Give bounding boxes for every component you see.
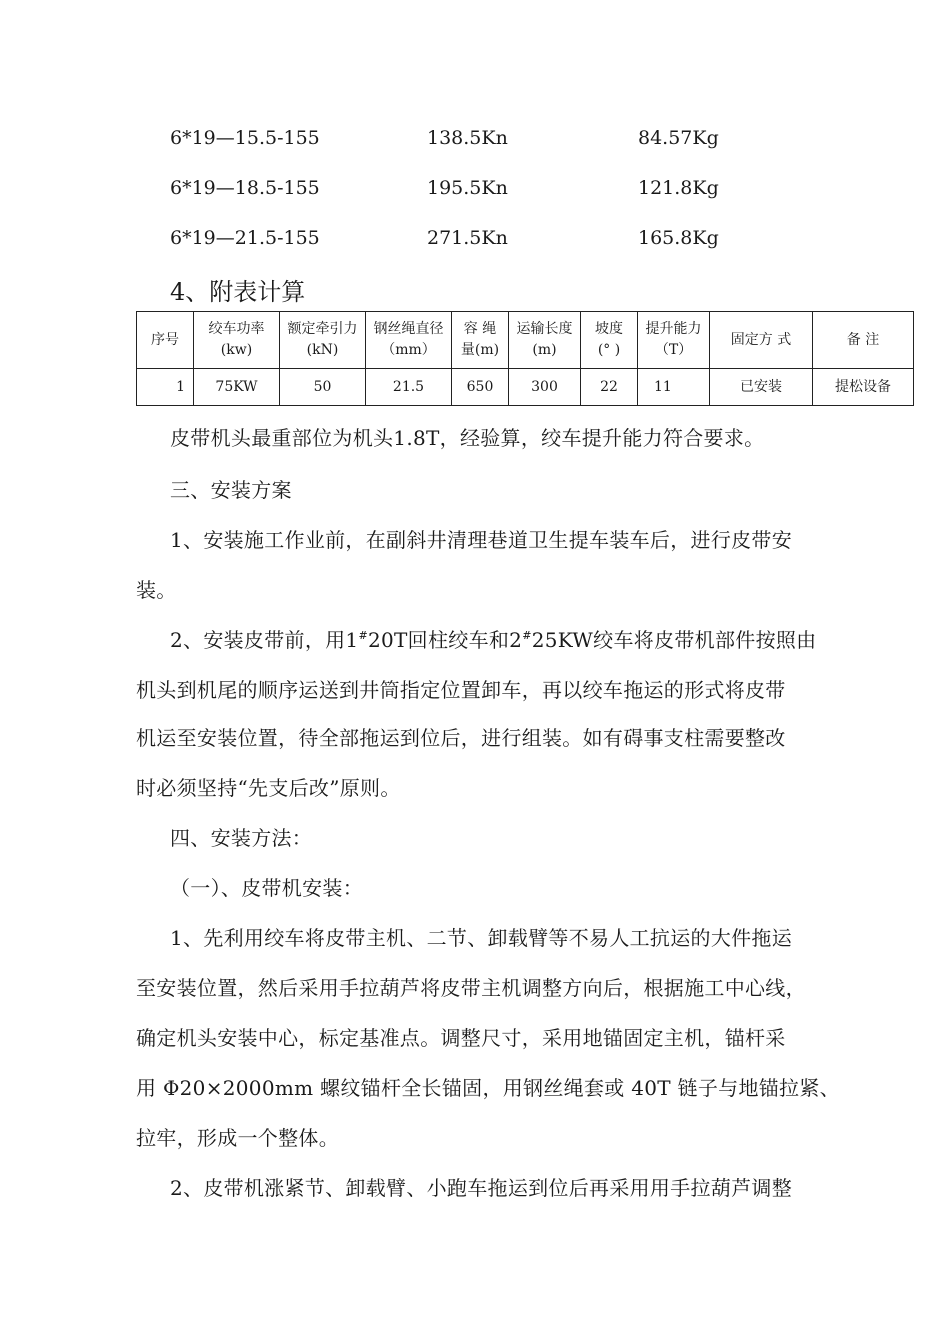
winch-calculation-table [136, 311, 914, 406]
conclusion-text: 皮带机头最重部位为机头1.8T，经验算，绞车提升能力符合要求。 [170, 426, 765, 450]
paragraph-line: 确定机头安装中心，标定基准点。调整尺寸，采用地锚固定主机，锚杆采 [136, 1026, 786, 1050]
table-cell: 50 [280, 369, 366, 406]
header-cell: 绞车功率 (kw) [194, 312, 280, 369]
paragraph-line: 机头到机尾的顺序运送到井筒指定位置卸车，再以绞车拖运的形式将皮带 [136, 678, 786, 702]
header-cell: 坡度 (° ) [581, 312, 638, 369]
section-3-heading: 三、安装方案 [170, 478, 292, 502]
paragraph-line: 时必须坚持“先支后改”原则。 [136, 776, 401, 800]
spec-weight: 121.8Kg [638, 177, 719, 199]
paragraph-line: 至安装位置，然后采用手拉葫芦将皮带主机调整方向后，根据施工中心线， [136, 976, 806, 1000]
section-4-heading: 4、附表计算 [170, 278, 306, 306]
spec-row [0, 227, 950, 257]
paragraph-line: 1、先利用绞车将皮带主机、二节、卸载臂等不易人工抗运的大件拖运 [170, 926, 793, 950]
paragraph-line: 机运至安装位置，待全部拖运到位后，进行组装。如有碍事支柱需要整改 [136, 726, 786, 750]
subsection-heading: （一）、皮带机安装： [170, 876, 363, 900]
header-cell: 运输长度 (m) [509, 312, 581, 369]
spec-model: 6*19—18.5-155 [170, 177, 320, 199]
table-row [137, 369, 914, 406]
spec-weight: 84.57Kg [638, 127, 719, 149]
spec-force: 138.5Kn [427, 127, 508, 149]
header-cell: 序号 [137, 312, 194, 369]
header-cell: 提升能力 （T） [638, 312, 710, 369]
table-cell: 11 [638, 369, 710, 406]
table-cell: 22 [581, 369, 638, 406]
table-header-row [137, 312, 914, 369]
spec-row [0, 177, 950, 207]
table-cell: 75KW [194, 369, 280, 406]
table-cell: 提松设备 [813, 369, 914, 406]
paragraph-line: 拉牢，形成一个整体。 [136, 1126, 339, 1150]
table-cell: 650 [452, 369, 509, 406]
table-cell: 21.5 [366, 369, 452, 406]
superscript-mark: # [522, 629, 532, 642]
header-cell: 备 注 [813, 312, 914, 369]
superscript-mark: # [358, 629, 368, 642]
paragraph-line: 2、安装皮带前，用1#20T回柱绞车和2#25KW绞车将皮带机部件按照由 [170, 628, 817, 652]
spec-model: 6*19—15.5-155 [170, 127, 320, 149]
header-cell: 容 绳 量(m) [452, 312, 509, 369]
header-cell: 钢丝绳直径 （mm） [366, 312, 452, 369]
section-4b-heading: 四、安装方法： [170, 826, 313, 850]
table-cell: 已安装 [710, 369, 813, 406]
header-cell: 额定牵引力 (kN) [280, 312, 366, 369]
table-cell: 1 [137, 369, 194, 406]
header-cell: 固定方 式 [710, 312, 813, 369]
spec-force: 271.5Kn [427, 227, 508, 249]
paragraph-line: 1、安装施工作业前，在副斜井清理巷道卫生提车装车后，进行皮带安 [170, 528, 793, 552]
paragraph-line: 2、皮带机涨紧节、卸载臂、小跑车拖运到位后再采用用手拉葫芦调整 [170, 1176, 793, 1200]
spec-model: 6*19—21.5-155 [170, 227, 320, 249]
spec-row [0, 127, 950, 157]
spec-weight: 165.8Kg [638, 227, 719, 249]
paragraph-line: 装。 [136, 578, 177, 602]
table-cell: 300 [509, 369, 581, 406]
spec-force: 195.5Kn [427, 177, 508, 199]
paragraph-line: 用 Φ20×2000mm 螺纹锚杆全长锚固，用钢丝绳套或 40T 链子与地锚拉紧、 [136, 1076, 840, 1100]
